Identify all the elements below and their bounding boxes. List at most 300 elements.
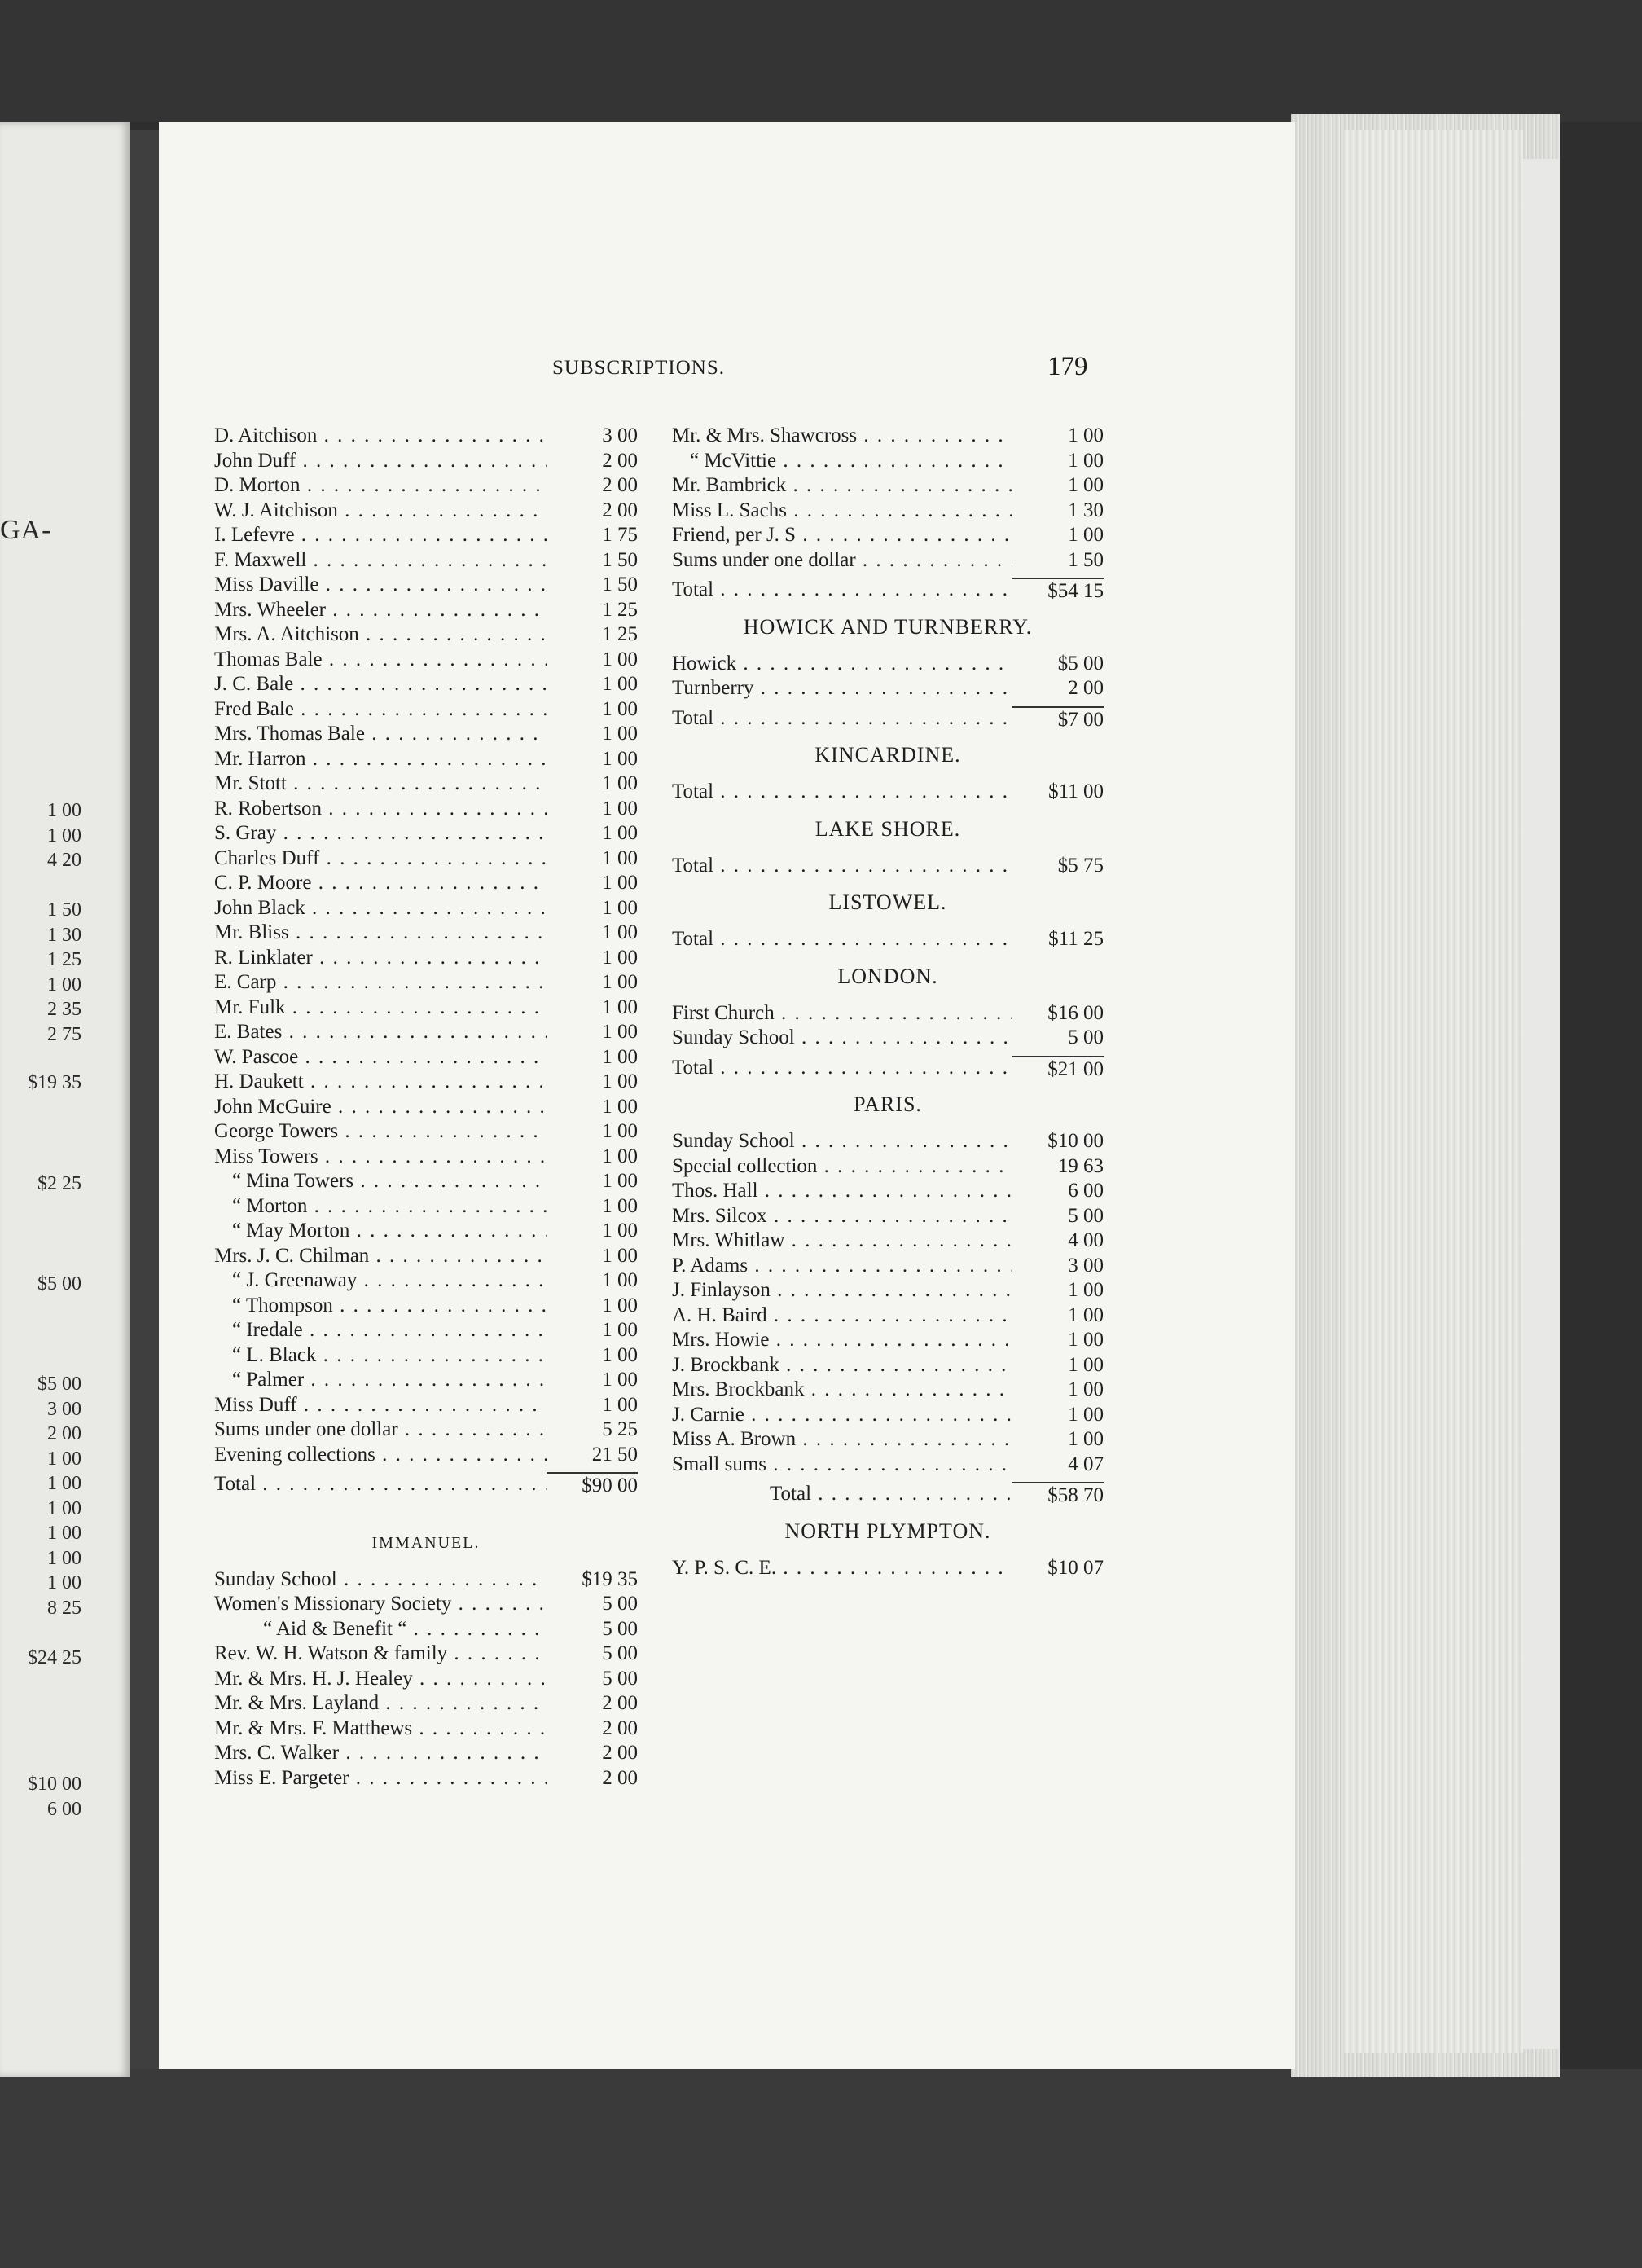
subscriptions-column-right — [672, 424, 1104, 1580]
subscription-amount: $10 00 — [1012, 1129, 1104, 1154]
subscription-row — [214, 747, 638, 772]
subscriber-name: Mrs. Silcox . . . — [672, 1204, 1012, 1229]
subscriber-name: “ May Morton . . . — [214, 1219, 547, 1244]
total-label: Total . . . — [672, 1056, 1012, 1081]
subscription-amount: 2 00 — [547, 473, 638, 499]
subscription-row — [214, 1145, 638, 1170]
subscriber-name: J. C. Bale . . . — [214, 672, 547, 697]
subscription-amount: 1 00 — [547, 996, 638, 1021]
subscription-amount: 1 00 — [547, 896, 638, 921]
subscriber-name: Sunday School . . . — [672, 1129, 1012, 1154]
subscription-amount: 4 00 — [1012, 1228, 1104, 1254]
total-row — [672, 1482, 1104, 1507]
subscriber-name: Mr. & Mrs. Layland . . . — [214, 1691, 547, 1716]
subscription-row — [214, 871, 638, 896]
subscription-row — [214, 648, 638, 673]
subscriber-name: Mr. Bambrick . . . — [672, 473, 1012, 499]
subscription-amount: 5 25 — [547, 1418, 638, 1443]
subscription-amount: $10 07 — [1012, 1556, 1104, 1581]
subscription-list-north-plympton — [672, 1556, 1104, 1581]
subscription-amount: 2 00 — [1012, 676, 1104, 701]
total-amount: $90 00 — [547, 1472, 638, 1497]
subscription-amount: 1 25 — [547, 622, 638, 648]
subscription-amount: 1 00 — [1012, 1278, 1104, 1303]
total-label: Total . . . — [672, 1482, 1012, 1507]
subscription-row — [214, 1045, 638, 1070]
subscription-amount: 1 00 — [547, 1343, 638, 1369]
subscription-row — [214, 771, 638, 797]
subscription-amount: 1 00 — [1012, 523, 1104, 548]
subscription-list-immanuel — [214, 1567, 638, 1791]
subscriber-name: J. Finlayson . . . — [672, 1278, 1012, 1303]
subscriber-name: Mrs. A. Aitchison . . . — [214, 622, 547, 648]
left-page-amount: 3 00 — [47, 1398, 81, 1420]
subscription-row — [214, 424, 638, 449]
subscriber-name: Charles Duff . . . — [214, 846, 547, 872]
subscription-row — [214, 1194, 638, 1220]
subscriber-name: A. H. Baird . . . — [672, 1303, 1012, 1329]
subscription-amount: 2 00 — [547, 1716, 638, 1742]
subscription-row — [672, 1154, 1104, 1180]
left-page-amount: 6 00 — [47, 1798, 81, 1820]
subscriber-name: Y. P. S. C. E. . . . — [672, 1556, 1012, 1581]
total-amount: $7 00 — [1012, 706, 1104, 732]
subscription-amount: 2 00 — [547, 1741, 638, 1766]
subscription-amount: $19 35 — [547, 1567, 638, 1593]
total-amount: $58 70 — [1012, 1482, 1104, 1507]
subscriber-name: I. Lefevre . . . — [214, 523, 547, 548]
subscription-amount: 5 00 — [547, 1667, 638, 1692]
subscription-amount: 1 00 — [547, 1095, 638, 1120]
subscriber-name: Mr. & Mrs. Shawcross . . . — [672, 424, 1012, 449]
left-page-amount: 1 30 — [47, 924, 81, 946]
subscription-amount: 1 00 — [547, 1070, 638, 1095]
left-page-amount: $5 00 — [37, 1273, 81, 1294]
subscription-row — [214, 996, 638, 1021]
subscription-row — [214, 821, 638, 846]
subscriber-name: Sums under one dollar . . . — [214, 1418, 547, 1443]
left-page-amount: 1 00 — [47, 1448, 81, 1470]
subscription-row — [214, 1617, 638, 1642]
subscription-row — [672, 473, 1104, 499]
page-edges-inner — [1344, 130, 1523, 2053]
subscriber-name: E. Carp . . . — [214, 970, 547, 996]
subscription-row — [672, 1001, 1104, 1026]
subscription-row — [214, 1244, 638, 1269]
subscription-row — [214, 846, 638, 872]
subscription-row — [672, 1378, 1104, 1403]
subscriber-name: Mr. Harron . . . — [214, 747, 547, 772]
subscriber-name: Mr. Stott . . . — [214, 771, 547, 797]
subscription-list — [214, 424, 638, 1467]
subscription-row — [214, 598, 638, 623]
subscription-amount: 1 00 — [547, 697, 638, 723]
subscription-row — [672, 1228, 1104, 1254]
left-page-amount: 2 35 — [47, 999, 81, 1020]
subscription-list-london — [672, 1001, 1104, 1051]
subscription-amount: 1 00 — [547, 1145, 638, 1170]
subscriber-name: J. Carnie . . . — [672, 1403, 1012, 1428]
book-gutter — [130, 130, 159, 2069]
subscriber-name: Miss Daville . . . — [214, 573, 547, 598]
subscriber-name: Fred Bale . . . — [214, 697, 547, 723]
left-page-amount: 2 00 — [47, 1423, 81, 1444]
subscription-amount: 1 00 — [547, 747, 638, 772]
left-page-amount: $19 35 — [28, 1072, 81, 1093]
subscription-amount: $5 00 — [1012, 652, 1104, 677]
subscription-amount: 2 00 — [547, 499, 638, 524]
subscription-row — [214, 1070, 638, 1095]
subscription-row — [672, 1179, 1104, 1204]
subscription-amount: 5 00 — [547, 1617, 638, 1642]
subscription-amount: 1 00 — [547, 1169, 638, 1194]
subscriber-name: Rev. W. H. Watson & family . . . — [214, 1642, 547, 1667]
subscription-row — [214, 1219, 638, 1244]
subscription-amount: 19 63 — [1012, 1154, 1104, 1180]
subscription-amount: 1 00 — [1012, 1403, 1104, 1428]
total-label: Total . . . — [672, 706, 1012, 732]
subscription-row — [672, 1254, 1104, 1279]
subscription-row — [672, 1129, 1104, 1154]
subscription-amount: 1 00 — [547, 970, 638, 996]
subscriber-name: “ Iredale . . . — [214, 1318, 547, 1343]
subscription-amount: 21 50 — [547, 1443, 638, 1468]
subscriber-name: Mr. & Mrs. F. Matthews . . . — [214, 1716, 547, 1742]
subscription-amount: 1 50 — [547, 573, 638, 598]
subscriber-name: Miss E. Pargeter . . . — [214, 1766, 547, 1791]
subscriber-name: Mr. Fulk . . . — [214, 996, 547, 1021]
subscription-amount: 1 00 — [547, 1268, 638, 1294]
subscription-row — [214, 573, 638, 598]
subscriber-name: F. Maxwell . . . — [214, 548, 547, 574]
subscription-amount: 1 00 — [547, 648, 638, 673]
subscription-row — [214, 548, 638, 574]
total-amount: $11 25 — [1012, 927, 1104, 952]
subscription-row — [214, 1318, 638, 1343]
subscription-row — [214, 672, 638, 697]
subscription-amount: 1 50 — [1012, 548, 1104, 574]
subscription-amount: 1 30 — [1012, 499, 1104, 524]
subscription-amount: 1 00 — [547, 1020, 638, 1045]
total-row — [672, 578, 1104, 603]
subscriber-name: Howick . . . — [672, 652, 1012, 677]
left-page-amount: $5 00 — [37, 1374, 81, 1395]
subscription-amount: 1 00 — [547, 921, 638, 946]
subscription-amount: 1 00 — [547, 1244, 638, 1269]
subscriber-name: Evening collections . . . — [214, 1443, 547, 1468]
subscription-amount: 1 00 — [1012, 1427, 1104, 1453]
subscription-amount: 1 00 — [547, 846, 638, 872]
subscriber-name: Friend, per J. S . . . — [672, 523, 1012, 548]
subscription-amount: 1 75 — [547, 523, 638, 548]
subscriber-name: Mrs. C. Walker . . . — [214, 1741, 547, 1766]
subscription-amount: 1 00 — [547, 1368, 638, 1393]
left-page-amount: 1 00 — [47, 1547, 81, 1569]
subscription-row — [214, 1716, 638, 1742]
total-row — [672, 1056, 1104, 1081]
subscription-row — [672, 652, 1104, 677]
subscription-row — [214, 1095, 638, 1120]
subscriber-name: Small sums . . . — [672, 1453, 1012, 1478]
subscription-amount: 5 00 — [547, 1642, 638, 1667]
subscriber-name: Sunday School . . . — [214, 1567, 547, 1593]
subscription-amount: 6 00 — [1012, 1179, 1104, 1204]
subscription-row — [214, 499, 638, 524]
subscriber-name: “ Morton . . . — [214, 1194, 547, 1220]
subscription-row — [672, 1204, 1104, 1229]
left-page-amount: 1 00 — [47, 824, 81, 846]
subscriber-name: R. Robertson . . . — [214, 797, 547, 822]
subscriber-name: Mrs. J. C. Chilman . . . — [214, 1244, 547, 1269]
left-page-amount: $2 25 — [37, 1173, 81, 1194]
left-page-amount: 2 75 — [47, 1023, 81, 1045]
subscription-row — [214, 970, 638, 996]
total-label: Total . . . — [672, 578, 1012, 603]
subscription-amount: 2 00 — [547, 1691, 638, 1716]
subscription-row — [214, 1119, 638, 1145]
subscription-row — [214, 1766, 638, 1791]
subscription-row — [214, 1418, 638, 1443]
subscription-amount: 5 00 — [1012, 1026, 1104, 1051]
subscription-amount: 1 00 — [1012, 424, 1104, 449]
subscriber-name: Miss L. Sachs . . . — [672, 499, 1012, 524]
subscriber-name: “ Aid & Benefit “ . . . — [214, 1617, 547, 1642]
subscription-amount: 1 25 — [547, 598, 638, 623]
subscription-amount: 1 00 — [1012, 449, 1104, 474]
subscription-amount: 1 00 — [1012, 1303, 1104, 1329]
subscriber-name: First Church . . . — [672, 1001, 1012, 1026]
subscription-row — [214, 797, 638, 822]
total-label: Total . . . — [214, 1472, 547, 1497]
subscription-amount: 1 00 — [1012, 473, 1104, 499]
subscriber-name: John McGuire . . . — [214, 1095, 547, 1120]
subscriber-name: W. Pascoe . . . — [214, 1045, 547, 1070]
subscriber-name: E. Bates . . . — [214, 1020, 547, 1045]
subscription-amount: 1 00 — [1012, 1378, 1104, 1403]
subscription-row — [672, 1278, 1104, 1303]
subscriber-name: “ Thompson . . . — [214, 1294, 547, 1319]
subscriber-name: “ Mina Towers . . . — [214, 1169, 547, 1194]
subscription-amount: 1 00 — [547, 1194, 638, 1220]
subscription-amount: 3 00 — [547, 424, 638, 449]
subscription-row — [672, 548, 1104, 574]
left-page-amount: 1 00 — [47, 1572, 81, 1593]
subscriber-name: Thos. Hall . . . — [672, 1179, 1012, 1204]
subscription-row — [672, 499, 1104, 524]
subscription-row — [672, 1427, 1104, 1453]
subscriber-name: George Towers . . . — [214, 1119, 547, 1145]
subscriber-name: Women's Missionary Society . . . — [214, 1592, 547, 1617]
subscriber-name: Mr. Bliss . . . — [214, 921, 547, 946]
subscription-row — [214, 722, 638, 747]
subscription-row — [214, 1343, 638, 1369]
section-heading-listowel: LISTOWEL. — [828, 890, 947, 914]
left-page-amount: $10 00 — [28, 1774, 81, 1795]
subscription-amount: 1 00 — [547, 1119, 638, 1145]
subscription-row — [672, 1026, 1104, 1051]
subscription-row — [214, 523, 638, 548]
subscription-row — [214, 1393, 638, 1418]
subscriptions-column-left — [214, 424, 638, 1791]
subscriber-name: John Duff . . . — [214, 449, 547, 474]
section-heading-howick: HOWICK AND TURNBERRY. — [743, 614, 1033, 639]
subscription-row — [214, 1592, 638, 1617]
subscription-row — [214, 473, 638, 499]
left-page-amount: $24 25 — [28, 1647, 81, 1668]
subscription-row — [214, 1667, 638, 1692]
subscription-row — [214, 1443, 638, 1468]
subscriber-name: Miss Towers . . . — [214, 1145, 547, 1170]
left-page-amount: 1 25 — [47, 949, 81, 970]
subscriber-name: “ McVittie . . . — [672, 449, 1012, 474]
subscriber-name: Mrs. Whitlaw . . . — [672, 1228, 1012, 1254]
section-heading-immanuel: IMMANUEL. — [371, 1533, 481, 1552]
left-page-amount: 1 00 — [47, 800, 81, 821]
total-amount: $11 00 — [1012, 780, 1104, 805]
subscription-row — [214, 946, 638, 971]
subscription-row — [214, 1691, 638, 1716]
subscriber-name: “ Palmer . . . — [214, 1368, 547, 1393]
subscriber-name: D. Morton . . . — [214, 473, 547, 499]
subscription-amount: 1 00 — [1012, 1328, 1104, 1353]
page-number: 179 — [1047, 352, 1088, 381]
subscription-amount: 3 00 — [1012, 1254, 1104, 1279]
subscriber-name: S. Gray . . . — [214, 821, 547, 846]
subscriber-name: Mrs. Howie . . . — [672, 1328, 1012, 1353]
subscription-row — [214, 1169, 638, 1194]
left-page-amount: 1 00 — [47, 1473, 81, 1494]
subscription-row — [214, 1642, 638, 1667]
section-heading-kincardine: KINCARDINE. — [814, 743, 961, 767]
subscription-row — [214, 896, 638, 921]
section-heading-london: LONDON. — [837, 964, 938, 988]
section-heading-north-plympton: NORTH PLYMPTON. — [784, 1519, 991, 1543]
subscription-row — [672, 1303, 1104, 1329]
total-amount: $54 15 — [1012, 578, 1104, 603]
subscription-amount: 1 00 — [547, 672, 638, 697]
scanner-background-bottom — [0, 2069, 1642, 2268]
subscription-row — [672, 523, 1104, 548]
subscriber-name: Sunday School . . . — [672, 1026, 1012, 1051]
left-page-amount: 4 20 — [47, 850, 81, 871]
subscription-row — [672, 676, 1104, 701]
subscriber-name: C. P. Moore . . . — [214, 871, 547, 896]
subscription-amount: 1 00 — [547, 797, 638, 822]
subscription-row — [672, 1403, 1104, 1428]
subscription-row — [214, 1368, 638, 1393]
subscriber-name: W. J. Aitchison . . . — [214, 499, 547, 524]
subscription-row — [214, 449, 638, 474]
subscription-row — [214, 1567, 638, 1593]
section-heading-lake-shore: LAKE SHORE. — [814, 816, 961, 841]
subscription-amount: 1 00 — [547, 1318, 638, 1343]
subscription-row — [672, 1453, 1104, 1478]
subscription-row — [214, 1741, 638, 1766]
subscription-amount: 5 00 — [1012, 1204, 1104, 1229]
total-label: Total . . . — [672, 854, 1012, 879]
subscriber-name: Turnberry . . . — [672, 676, 1012, 701]
subscription-row — [672, 1353, 1104, 1378]
total-amount: $21 00 — [1012, 1056, 1104, 1081]
subscriber-name: Miss A. Brown . . . — [672, 1427, 1012, 1453]
subscriber-name: R. Linklater . . . — [214, 946, 547, 971]
subscription-row — [214, 921, 638, 946]
subscriber-name: Mrs. Wheeler . . . — [214, 598, 547, 623]
page-edges-tip — [1523, 159, 1560, 2049]
subscription-amount: 2 00 — [547, 1766, 638, 1791]
subscription-amount: 1 00 — [547, 1045, 638, 1070]
total-amount: $5 75 — [1012, 854, 1104, 879]
subscription-list-paris — [672, 1129, 1104, 1477]
left-page-amount: 1 50 — [47, 899, 81, 921]
total-row — [214, 1472, 638, 1497]
subscription-amount: 4 07 — [1012, 1453, 1104, 1478]
subscription-amount: 1 00 — [547, 1393, 638, 1418]
subscriber-name: Mrs. Thomas Bale . . . — [214, 722, 547, 747]
page-running-title: SUBSCRIPTIONS. — [552, 357, 725, 379]
subscription-row — [672, 1328, 1104, 1353]
subscription-row — [214, 1020, 638, 1045]
subscription-row — [214, 697, 638, 723]
subscriber-name: “ J. Greenaway . . . — [214, 1268, 547, 1294]
subscriber-name: Miss Duff . . . — [214, 1393, 547, 1418]
subscription-amount: 1 00 — [547, 771, 638, 797]
left-page-amount: 8 25 — [47, 1597, 81, 1619]
subscription-row — [672, 424, 1104, 449]
subscriber-name: Thomas Bale . . . — [214, 648, 547, 673]
total-label: Total . . . — [672, 780, 1012, 805]
section-heading-paris: PARIS. — [854, 1092, 922, 1116]
subscriber-name: “ L. Black . . . — [214, 1343, 547, 1369]
subscription-amount: 1 00 — [547, 821, 638, 846]
left-page-heading-fragment: GA- — [0, 515, 52, 545]
subscription-row — [672, 449, 1104, 474]
subscription-amount: 1 00 — [547, 1294, 638, 1319]
subscription-amount: 1 00 — [547, 722, 638, 747]
subscription-row — [672, 1556, 1104, 1581]
subscription-amount: 1 00 — [547, 1219, 638, 1244]
subscription-list-howick — [672, 652, 1104, 701]
total-row — [672, 927, 1104, 952]
total-label: Total . . . — [672, 927, 1012, 952]
subscription-list-continued — [672, 424, 1104, 573]
subscriber-name: Special collection . . . — [672, 1154, 1012, 1180]
subscription-amount: 1 00 — [547, 946, 638, 971]
left-page-amount: 1 00 — [47, 1497, 81, 1519]
subscriber-name: Mr. & Mrs. H. J. Healey . . . — [214, 1667, 547, 1692]
subscriber-name: Mrs. Brockbank . . . — [672, 1378, 1012, 1403]
total-row — [672, 854, 1104, 879]
subscription-amount: 1 50 — [547, 548, 638, 574]
subscriber-name: John Black . . . — [214, 896, 547, 921]
subscription-amount: 1 00 — [547, 871, 638, 896]
subscription-amount: 5 00 — [547, 1592, 638, 1617]
left-page-amount: 1 00 — [47, 1523, 81, 1544]
scanner-background-top — [0, 0, 1642, 122]
subscription-row — [214, 1294, 638, 1319]
total-row — [672, 706, 1104, 732]
total-row — [672, 780, 1104, 805]
left-page-amount: 1 00 — [47, 974, 81, 996]
subscription-amount: 1 00 — [1012, 1353, 1104, 1378]
subscriber-name: P. Adams . . . — [672, 1254, 1012, 1279]
subscription-amount: $16 00 — [1012, 1001, 1104, 1026]
subscriber-name: J. Brockbank . . . — [672, 1353, 1012, 1378]
subscriber-name: Sums under one dollar . . . — [672, 548, 1012, 574]
subscription-row — [214, 1268, 638, 1294]
subscriber-name: H. Daukett . . . — [214, 1070, 547, 1095]
subscriber-name: D. Aitchison . . . — [214, 424, 547, 449]
